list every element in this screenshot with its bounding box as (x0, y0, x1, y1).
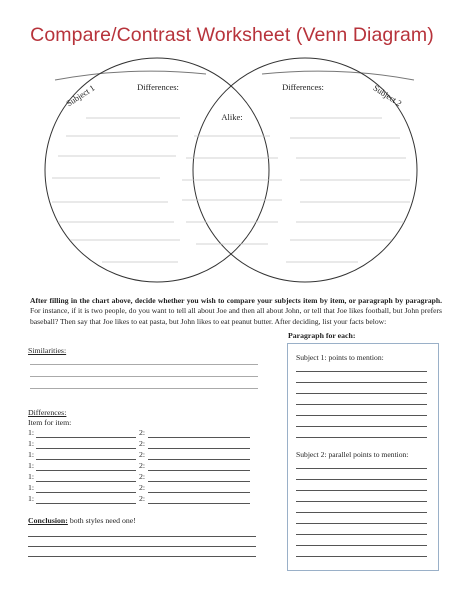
subject1-points-line[interactable] (296, 437, 427, 438)
difference-line-2[interactable] (148, 503, 250, 504)
subject1-points-label: Subject 1: points to mention: (296, 353, 384, 362)
subject2-points-line[interactable] (296, 512, 427, 513)
venn-writing-lines (52, 118, 410, 262)
conclusion-label: Conclusion: (28, 516, 68, 525)
right-differences-heading: Differences: (282, 82, 324, 92)
row-number-1: 1: (28, 428, 35, 437)
item-for-item-label: Item for item: (28, 418, 72, 427)
subject1-accent-line (55, 71, 206, 80)
row-number-2: 2: (139, 461, 146, 470)
row-number-1: 1: (28, 450, 35, 459)
conclusion-line[interactable] (28, 536, 256, 537)
subject1-points-line[interactable] (296, 426, 427, 427)
subject2-points-line[interactable] (296, 556, 427, 557)
row-number-1: 1: (28, 461, 35, 470)
differences-label: Differences: (28, 408, 67, 417)
difference-line-2[interactable] (148, 437, 250, 438)
difference-line-1[interactable] (36, 459, 136, 460)
alike-heading: Alike: (221, 112, 243, 122)
row-number-2: 2: (139, 450, 146, 459)
difference-line-2[interactable] (148, 470, 250, 471)
similarities-line[interactable] (30, 364, 258, 365)
page-title: Compare/Contrast Worksheet (Venn Diagram) (30, 24, 434, 46)
similarities-label: Similarities: (28, 346, 67, 355)
difference-line-1[interactable] (36, 470, 136, 471)
left-differences-heading: Differences: (137, 82, 179, 92)
row-number-1: 1: (28, 483, 35, 492)
difference-line-1[interactable] (36, 448, 136, 449)
difference-line-1[interactable] (36, 437, 136, 438)
subject2-points-line[interactable] (296, 534, 427, 535)
subject1-label: Subject 1 (64, 82, 97, 109)
row-number-2: 2: (139, 428, 146, 437)
conclusion-body: both styles need one! (67, 516, 136, 525)
difference-line-1[interactable] (36, 492, 136, 493)
difference-line-1[interactable] (36, 503, 136, 504)
subject2-points-label: Subject 2: parallel points to mention: (296, 450, 409, 459)
subject1-points-line[interactable] (296, 415, 427, 416)
difference-line-2[interactable] (148, 481, 250, 482)
subject1-points-line[interactable] (296, 393, 427, 394)
paragraph-heading: Paragraph for each: (288, 331, 356, 340)
subject2-points-line[interactable] (296, 468, 427, 469)
row-number-1: 1: (28, 439, 35, 448)
conclusion-text (28, 516, 136, 525)
subject1-points-line[interactable] (296, 404, 427, 405)
row-number-2: 2: (139, 494, 146, 503)
similarities-line[interactable] (30, 376, 258, 377)
subject1-points-line[interactable] (296, 382, 427, 383)
row-number-2: 2: (139, 483, 146, 492)
subject2-points-line[interactable] (296, 490, 427, 491)
subject2-points-line[interactable] (296, 523, 427, 524)
subject2-accent-line (262, 71, 414, 80)
difference-line-2[interactable] (148, 459, 250, 460)
row-number-1: 1: (28, 494, 35, 503)
similarities-line[interactable] (30, 388, 258, 389)
subject2-points-line[interactable] (296, 545, 427, 546)
subject2-points-line[interactable] (296, 479, 427, 480)
conclusion-line[interactable] (28, 556, 256, 557)
difference-line-2[interactable] (148, 492, 250, 493)
difference-line-2[interactable] (148, 448, 250, 449)
difference-line-1[interactable] (36, 481, 136, 482)
subject1-points-line[interactable] (296, 371, 427, 372)
row-number-2: 2: (139, 439, 146, 448)
instructions-body: For instance, if it is two people, do you want to tell all about Joe and then all about John, or tell that Joe likes football, but John prefers baseball? Then say that Joe likes to eat pasta, but John likes to eat peanut butter. After deciding, list your facts below: (30, 306, 442, 326)
row-number-1: 1: (28, 472, 35, 481)
subject2-label: Subject 2 (371, 82, 404, 109)
instructions-lead: After filling in the chart above, decide whether you wish to compare your subjects item by item, or paragraph by paragraph. (30, 296, 442, 305)
conclusion-line[interactable] (28, 546, 256, 547)
instructions-paragraph (30, 296, 442, 327)
row-number-2: 2: (139, 472, 146, 481)
subject2-points-line[interactable] (296, 501, 427, 502)
